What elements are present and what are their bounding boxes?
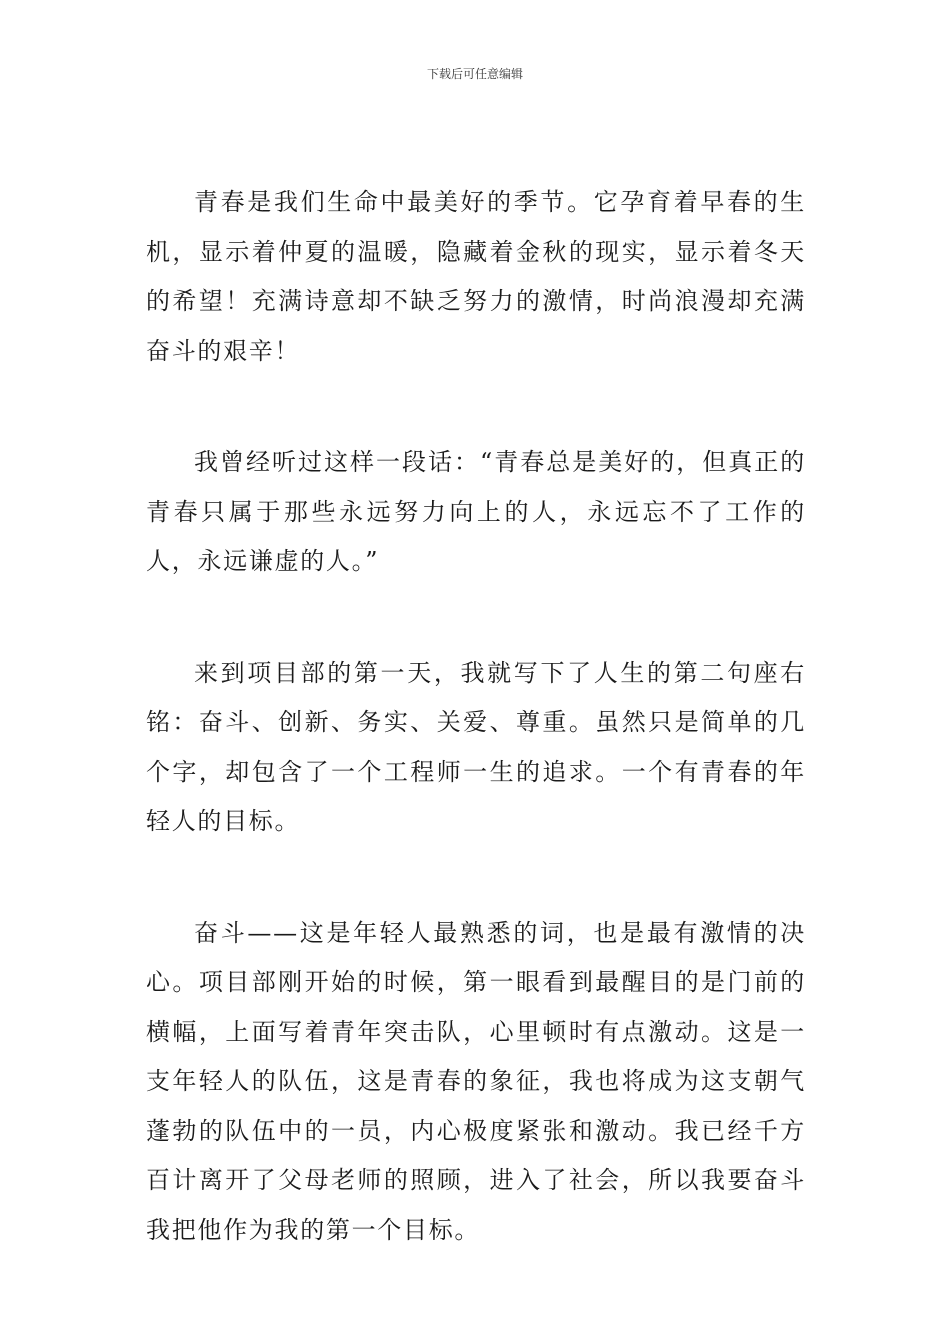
document-body: [146, 178, 806, 1317]
paragraph-3: 来到项目部的第一天，我就写下了人生的第二句座右铭：奋斗、创新、务实、关爱、尊重。虽然只是简单的几个字，却包含了一个工程师一生的追求。一个有青春的年轻人的目标。: [146, 658, 806, 835]
paragraph-1: 青春是我们生命中最美好的季节。它孕育着早春的生机，显示着仲夏的温暖，隐藏着金秋的现实，显示着冬天的希望！充满诗意却不缺乏努力的激情，时尚浪漫却充满奋斗的艰辛！: [146, 188, 806, 365]
paragraph-4: 奋斗——这是年轻人最熟悉的词，也是最有激情的决心。项目部刚开始的时候，第一眼看到最醒目的是门前的横幅，上面写着青年突击队，心里顿时有点激动。这是一支年轻人的队伍，这是青春的象征，我也将成为这支朝气蓬勃的队伍中的一员，内心极度紧张和激动。我已经千方百计离开了父母老师的照顾，进入了社会，所以我要奋斗我把他作为我的第一个目标。: [146, 918, 806, 1244]
page-header-note: 下载后可任意编辑: [426, 67, 523, 81]
paragraph-2: 我曾经听过这样一段话：“青春总是美好的，但真正的青春只属于那些永远努力向上的人，永远忘不了工作的人，永远谦虚的人。”: [146, 448, 806, 575]
